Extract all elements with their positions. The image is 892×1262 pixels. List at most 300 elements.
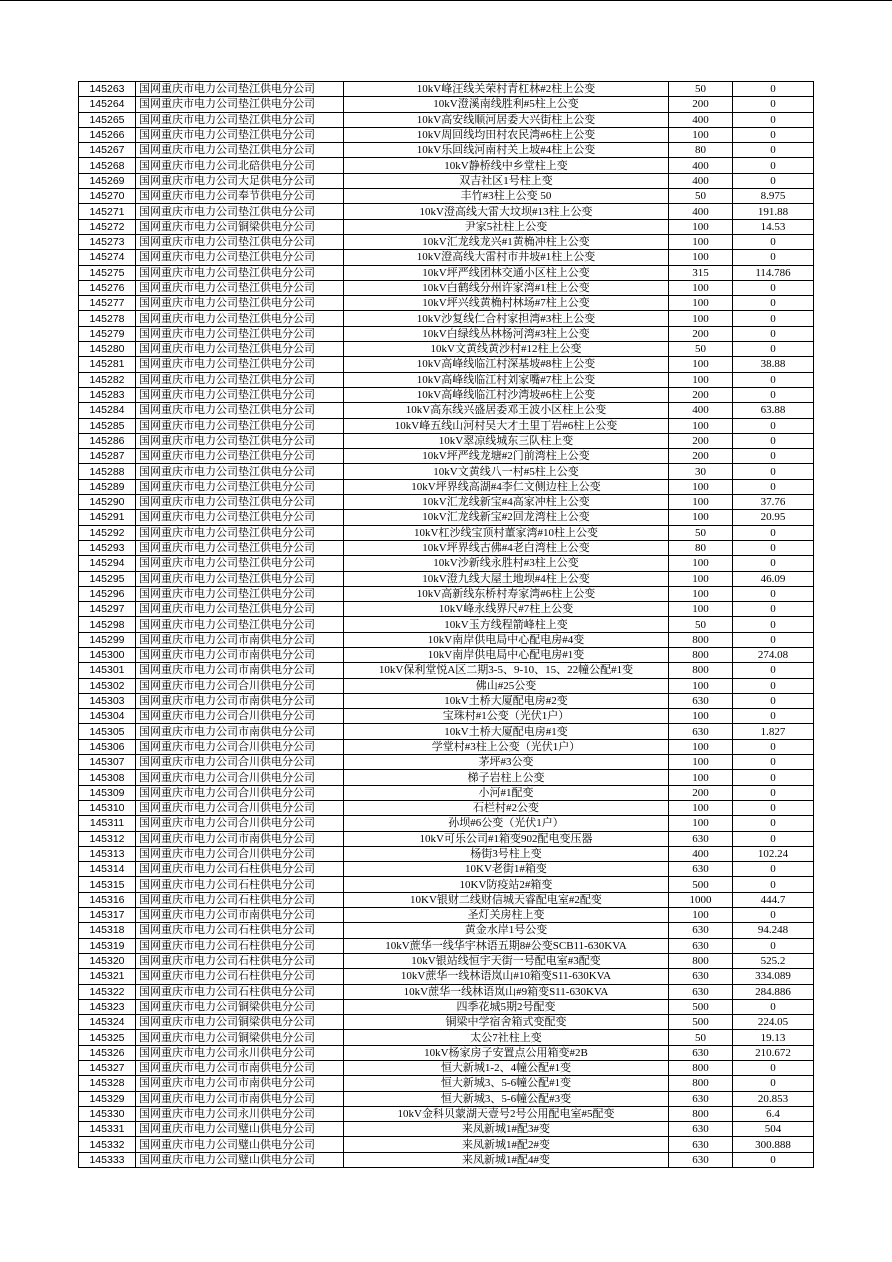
cell-id: 145300 [79,647,136,662]
cell-id: 145270 [79,189,136,204]
cell-company: 国网重庆市电力公司垫江供电分公司 [136,403,344,418]
table-row [79,770,814,785]
cell-value: 0 [733,999,814,1014]
cell-transformer-name: 10kV高新线东桥村寿家湾#6柱上公变 [344,586,669,601]
cell-id: 145319 [79,938,136,953]
cell-capacity: 630 [669,984,733,999]
cell-id: 145330 [79,1106,136,1121]
table-row [79,280,814,295]
cell-company: 国网重庆市电力公司垫江供电分公司 [136,280,344,295]
table-row [79,678,814,693]
cell-transformer-name: 铜梁中学宿舍箱式变配变 [344,1015,669,1030]
table-row [79,311,814,326]
cell-company: 国网重庆市电力公司铜梁供电分公司 [136,219,344,234]
table-row [79,923,814,938]
cell-capacity: 315 [669,265,733,280]
cell-value: 0 [733,877,814,892]
cell-value: 0 [733,586,814,601]
cell-company: 国网重庆市电力公司垫江供电分公司 [136,479,344,494]
table-row [79,1137,814,1152]
cell-company: 国网重庆市电力公司璧山供电分公司 [136,1137,344,1152]
cell-company: 国网重庆市电力公司垫江供电分公司 [136,525,344,540]
cell-capacity: 100 [669,800,733,815]
cell-capacity: 200 [669,326,733,341]
cell-id: 145333 [79,1152,136,1167]
cell-company: 国网重庆市电力公司石柱供电分公司 [136,938,344,953]
cell-value: 0 [733,280,814,295]
cell-capacity: 200 [669,785,733,800]
cell-id: 145312 [79,831,136,846]
cell-transformer-name: 10kV南岸供电局中心配电房#1变 [344,647,669,662]
cell-transformer-name: 小河#1配变 [344,785,669,800]
cell-company: 国网重庆市电力公司市南供电分公司 [136,647,344,662]
cell-value: 0 [733,173,814,188]
cell-company: 国网重庆市电力公司垫江供电分公司 [136,204,344,219]
table-row [79,1030,814,1045]
cell-transformer-name: 10kV高峰线临江村深基坡#8柱上公变 [344,357,669,372]
table-row [79,862,814,877]
cell-id: 145282 [79,372,136,387]
cell-capacity: 1000 [669,892,733,907]
cell-capacity: 200 [669,433,733,448]
cell-capacity: 630 [669,969,733,984]
cell-transformer-name: 圣灯关房柱上变 [344,908,669,923]
cell-id: 145284 [79,403,136,418]
cell-transformer-name: 尹家5社柱上公变 [344,219,669,234]
cell-value: 0 [733,97,814,112]
cell-capacity: 100 [669,908,733,923]
cell-capacity: 630 [669,923,733,938]
cell-company: 国网重庆市电力公司垫江供电分公司 [136,296,344,311]
cell-capacity: 100 [669,219,733,234]
cell-value: 0 [733,387,814,402]
cell-company: 国网重庆市电力公司市南供电分公司 [136,724,344,739]
cell-value: 334.089 [733,969,814,984]
cell-company: 国网重庆市电力公司合川供电分公司 [136,816,344,831]
cell-capacity: 100 [669,602,733,617]
cell-id: 145268 [79,158,136,173]
table-row [79,892,814,907]
cell-capacity: 100 [669,709,733,724]
table-row [79,112,814,127]
cell-value: 0 [733,234,814,249]
cell-capacity: 100 [669,739,733,754]
cell-capacity: 400 [669,112,733,127]
cell-company: 国网重庆市电力公司垫江供电分公司 [136,357,344,372]
cell-capacity: 100 [669,556,733,571]
cell-id: 145305 [79,724,136,739]
cell-value: 0 [733,693,814,708]
table-row [79,127,814,142]
cell-capacity: 400 [669,173,733,188]
cell-capacity: 800 [669,1106,733,1121]
cell-value: 0 [733,556,814,571]
cell-id: 145280 [79,342,136,357]
cell-capacity: 800 [669,1061,733,1076]
table-row [79,632,814,647]
cell-capacity: 800 [669,953,733,968]
table-row [79,816,814,831]
cell-transformer-name: 10kV峰五线山河村吴大才土里丁岩#6柱上公变 [344,418,669,433]
cell-value: 102.24 [733,846,814,861]
cell-value: 0 [733,112,814,127]
cell-id: 145266 [79,127,136,142]
cell-capacity: 200 [669,97,733,112]
cell-id: 145304 [79,709,136,724]
cell-transformer-name: 10KV老街1#箱变 [344,862,669,877]
cell-company: 国网重庆市电力公司永川供电分公司 [136,1106,344,1121]
table-row [79,709,814,724]
cell-company: 国网重庆市电力公司石柱供电分公司 [136,923,344,938]
cell-value: 6.4 [733,1106,814,1121]
cell-transformer-name: 10kV翠凉线城东三队柱上变 [344,433,669,448]
cell-value: 0 [733,908,814,923]
cell-value: 94.248 [733,923,814,938]
cell-transformer-name: 双吉社区1号柱上变 [344,173,669,188]
cell-value: 0 [733,372,814,387]
cell-company: 国网重庆市电力公司合川供电分公司 [136,800,344,815]
cell-transformer-name: 10kV高峰线临江村刘家嘴#7柱上公变 [344,372,669,387]
table-row [79,693,814,708]
cell-id: 145293 [79,540,136,555]
transformer-table [78,81,814,1168]
cell-company: 国网重庆市电力公司石柱供电分公司 [136,877,344,892]
cell-capacity: 800 [669,632,733,647]
cell-capacity: 400 [669,403,733,418]
cell-company: 国网重庆市电力公司石柱供电分公司 [136,969,344,984]
cell-transformer-name: 10kV峰永线界尺#7柱上公变 [344,602,669,617]
cell-value: 0 [733,449,814,464]
cell-value: 63.88 [733,403,814,418]
cell-id: 145288 [79,464,136,479]
cell-transformer-name: 10kV高峰线临江村沙湾坡#6柱上公变 [344,387,669,402]
cell-value: 444.7 [733,892,814,907]
table-row [79,953,814,968]
cell-company: 国网重庆市电力公司石柱供电分公司 [136,892,344,907]
cell-capacity: 500 [669,877,733,892]
cell-transformer-name: 孙坝#6公变（光伏1户） [344,816,669,831]
cell-value: 38.88 [733,357,814,372]
cell-capacity: 200 [669,449,733,464]
cell-capacity: 100 [669,571,733,586]
cell-transformer-name: 10kV文黄线黄沙村#12柱上公变 [344,342,669,357]
cell-value: 0 [733,938,814,953]
cell-capacity: 400 [669,158,733,173]
table-row [79,479,814,494]
cell-company: 国网重庆市电力公司垫江供电分公司 [136,143,344,158]
table-row [79,173,814,188]
cell-value: 0 [733,418,814,433]
cell-transformer-name: 10kV汇龙线龙兴#1黄桷冲柱上公变 [344,234,669,249]
cell-capacity: 630 [669,1091,733,1106]
cell-transformer-name: 来凤新城1#配4#变 [344,1152,669,1167]
cell-id: 145298 [79,617,136,632]
cell-value: 274.08 [733,647,814,662]
cell-capacity: 30 [669,464,733,479]
cell-id: 145316 [79,892,136,907]
cell-company: 国网重庆市电力公司市南供电分公司 [136,693,344,708]
cell-transformer-name: 10kV白鹤线分州许家湾#1柱上公变 [344,280,669,295]
cell-capacity: 100 [669,357,733,372]
table-row [79,296,814,311]
cell-id: 145323 [79,999,136,1014]
cell-company: 国网重庆市电力公司市南供电分公司 [136,1091,344,1106]
cell-value: 224.05 [733,1015,814,1030]
table-row [79,403,814,418]
cell-company: 国网重庆市电力公司垫江供电分公司 [136,602,344,617]
cell-transformer-name: 10kV杠沙线宝顶村董家湾#10柱上公变 [344,525,669,540]
cell-transformer-name: 学堂村#3柱上公变（光伏1户） [344,739,669,754]
cell-company: 国网重庆市电力公司垫江供电分公司 [136,571,344,586]
cell-transformer-name: 10kV坪界线古佛#4老白湾柱上公变 [344,540,669,555]
table-row [79,1091,814,1106]
table-row [79,1152,814,1167]
cell-capacity: 500 [669,1015,733,1030]
cell-capacity: 630 [669,1152,733,1167]
cell-id: 145296 [79,586,136,601]
table-row [79,1015,814,1030]
cell-company: 国网重庆市电力公司铜梁供电分公司 [136,1015,344,1030]
cell-value: 0 [733,602,814,617]
cell-capacity: 100 [669,250,733,265]
table-row [79,265,814,280]
cell-value: 284.886 [733,984,814,999]
cell-value: 0 [733,1152,814,1167]
cell-company: 国网重庆市电力公司垫江供电分公司 [136,234,344,249]
cell-transformer-name: 四季花城5期2号配变 [344,999,669,1014]
table-row [79,234,814,249]
cell-id: 145279 [79,326,136,341]
table-row [79,495,814,510]
cell-capacity: 500 [669,999,733,1014]
table-row [79,1122,814,1137]
cell-transformer-name: 10kV蔗华一线林语岚山#9箱变S11-630KVA [344,984,669,999]
cell-transformer-name: 佛山#25公变 [344,678,669,693]
table-row [79,250,814,265]
cell-transformer-name: 10kV文黄线八一村#5柱上公变 [344,464,669,479]
cell-company: 国网重庆市电力公司市南供电分公司 [136,663,344,678]
cell-capacity: 100 [669,510,733,525]
cell-transformer-name: 10kV金科贝蒙湖天壹号2号公用配电室#5配变 [344,1106,669,1121]
cell-id: 145267 [79,143,136,158]
cell-id: 145325 [79,1030,136,1045]
cell-capacity: 630 [669,862,733,877]
table-row [79,556,814,571]
cell-id: 145324 [79,1015,136,1030]
cell-company: 国网重庆市电力公司垫江供电分公司 [136,556,344,571]
cell-transformer-name: 杨街3号柱上变 [344,846,669,861]
cell-transformer-name: 宝珠村#1公变（光伏1户） [344,709,669,724]
cell-id: 145313 [79,846,136,861]
cell-company: 国网重庆市电力公司垫江供电分公司 [136,449,344,464]
cell-capacity: 100 [669,479,733,494]
cell-value: 0 [733,127,814,142]
cell-value: 504 [733,1122,814,1137]
cell-company: 国网重庆市电力公司垫江供电分公司 [136,326,344,341]
cell-transformer-name: 10kV坪严线团林交通小区柱上公变 [344,265,669,280]
cell-id: 145320 [79,953,136,968]
cell-company: 国网重庆市电力公司合川供电分公司 [136,846,344,861]
cell-id: 145295 [79,571,136,586]
cell-id: 145275 [79,265,136,280]
cell-capacity: 100 [669,311,733,326]
table-row [79,540,814,555]
cell-value: 0 [733,800,814,815]
table-row [79,663,814,678]
cell-transformer-name: 10kV南岸供电局中心配电房#4变 [344,632,669,647]
cell-value: 1.827 [733,724,814,739]
cell-id: 145321 [79,969,136,984]
table-row [79,1061,814,1076]
table-row [79,846,814,861]
cell-value: 0 [733,770,814,785]
table-row [79,82,814,97]
table-row [79,433,814,448]
cell-transformer-name: 10kV汇龙线新宝#4高家冲柱上公变 [344,495,669,510]
cell-id: 145273 [79,234,136,249]
cell-id: 145306 [79,739,136,754]
cell-id: 145314 [79,862,136,877]
cell-capacity: 100 [669,296,733,311]
cell-id: 145331 [79,1122,136,1137]
cell-id: 145283 [79,387,136,402]
cell-id: 145277 [79,296,136,311]
cell-value: 0 [733,479,814,494]
table-row [79,1076,814,1091]
cell-company: 国网重庆市电力公司合川供电分公司 [136,770,344,785]
cell-company: 国网重庆市电力公司璧山供电分公司 [136,1122,344,1137]
table-row [79,908,814,923]
cell-transformer-name: 10kV坪兴线黄桷村林场#7柱上公变 [344,296,669,311]
table-row [79,189,814,204]
table-row [79,525,814,540]
cell-id: 145286 [79,433,136,448]
cell-id: 145263 [79,82,136,97]
cell-transformer-name: 10kV白绿线丛林杨河湾#3柱上公变 [344,326,669,341]
cell-value: 0 [733,831,814,846]
cell-capacity: 100 [669,127,733,142]
table-row [79,387,814,402]
cell-transformer-name: 10kV土桥大厦配电房#1变 [344,724,669,739]
table-row [79,326,814,341]
cell-id: 145292 [79,525,136,540]
cell-transformer-name: 10kV坪界线高湖#4李仁文侧边柱上公变 [344,479,669,494]
cell-transformer-name: 黄金水岸1号公变 [344,923,669,938]
cell-id: 145269 [79,173,136,188]
table-row [79,586,814,601]
cell-company: 国网重庆市电力公司垫江供电分公司 [136,433,344,448]
cell-value: 0 [733,862,814,877]
cell-id: 145291 [79,510,136,525]
cell-company: 国网重庆市电力公司垫江供电分公司 [136,250,344,265]
cell-id: 145265 [79,112,136,127]
cell-transformer-name: 太公7社柱上变 [344,1030,669,1045]
cell-id: 145311 [79,816,136,831]
cell-value: 525.2 [733,953,814,968]
cell-capacity: 630 [669,1137,733,1152]
cell-id: 145285 [79,418,136,433]
cell-id: 145289 [79,479,136,494]
table-row [79,571,814,586]
table-row [79,143,814,158]
table-row [79,510,814,525]
cell-id: 145281 [79,357,136,372]
table-row [79,969,814,984]
cell-company: 国网重庆市电力公司石柱供电分公司 [136,953,344,968]
cell-value: 0 [733,342,814,357]
cell-transformer-name: 10kV可乐公司#1箱变902配电变压器 [344,831,669,846]
page-top-rule [0,0,892,1]
cell-id: 145301 [79,663,136,678]
table-row [79,877,814,892]
table-row [79,449,814,464]
cell-value: 20.95 [733,510,814,525]
cell-value: 8.975 [733,189,814,204]
cell-capacity: 100 [669,755,733,770]
cell-company: 国网重庆市电力公司市南供电分公司 [136,1061,344,1076]
cell-capacity: 800 [669,663,733,678]
cell-value: 0 [733,311,814,326]
cell-id: 145309 [79,785,136,800]
cell-value: 19.13 [733,1030,814,1045]
cell-company: 国网重庆市电力公司垫江供电分公司 [136,617,344,632]
table-row [79,617,814,632]
cell-company: 国网重庆市电力公司合川供电分公司 [136,785,344,800]
cell-transformer-name: 石栏村#2公变 [344,800,669,815]
table-row [79,372,814,387]
table-row [79,219,814,234]
cell-capacity: 50 [669,189,733,204]
cell-company: 国网重庆市电力公司北碚供电分公司 [136,158,344,173]
cell-value: 0 [733,433,814,448]
table-row [79,204,814,219]
cell-value: 14.53 [733,219,814,234]
cell-transformer-name: 10kV峰汪线关荣村青杠林#2柱上公变 [344,82,669,97]
table-body [79,82,814,1168]
cell-transformer-name: 10kV澄高线大雷大坟坝#13柱上公变 [344,204,669,219]
cell-company: 国网重庆市电力公司市南供电分公司 [136,632,344,647]
cell-id: 145310 [79,800,136,815]
cell-transformer-name: 10kV沙新线永胜村#3柱上公变 [344,556,669,571]
cell-capacity: 100 [669,770,733,785]
cell-company: 国网重庆市电力公司合川供电分公司 [136,755,344,770]
cell-company: 国网重庆市电力公司市南供电分公司 [136,908,344,923]
table-row [79,357,814,372]
cell-value: 0 [733,525,814,540]
cell-company: 国网重庆市电力公司垫江供电分公司 [136,127,344,142]
cell-transformer-name: 10kV杨家房子安置点公用箱变#2B [344,1045,669,1060]
cell-id: 145303 [79,693,136,708]
cell-capacity: 100 [669,372,733,387]
table-row [79,1045,814,1060]
cell-id: 145332 [79,1137,136,1152]
cell-capacity: 50 [669,617,733,632]
cell-transformer-name: 10KV防疫站2#箱变 [344,877,669,892]
cell-transformer-name: 10kV汇龙线新宝#2回龙湾柱上公变 [344,510,669,525]
cell-company: 国网重庆市电力公司垫江供电分公司 [136,495,344,510]
cell-value: 0 [733,82,814,97]
cell-capacity: 400 [669,846,733,861]
table-row [79,800,814,815]
cell-transformer-name: 恒大新城3、5-6幢公配#3变 [344,1091,669,1106]
cell-value: 0 [733,250,814,265]
cell-capacity: 800 [669,1076,733,1091]
cell-company: 国网重庆市电力公司铜梁供电分公司 [136,1030,344,1045]
cell-value: 0 [733,739,814,754]
cell-id: 145326 [79,1045,136,1060]
cell-value: 0 [733,755,814,770]
table-row [79,831,814,846]
